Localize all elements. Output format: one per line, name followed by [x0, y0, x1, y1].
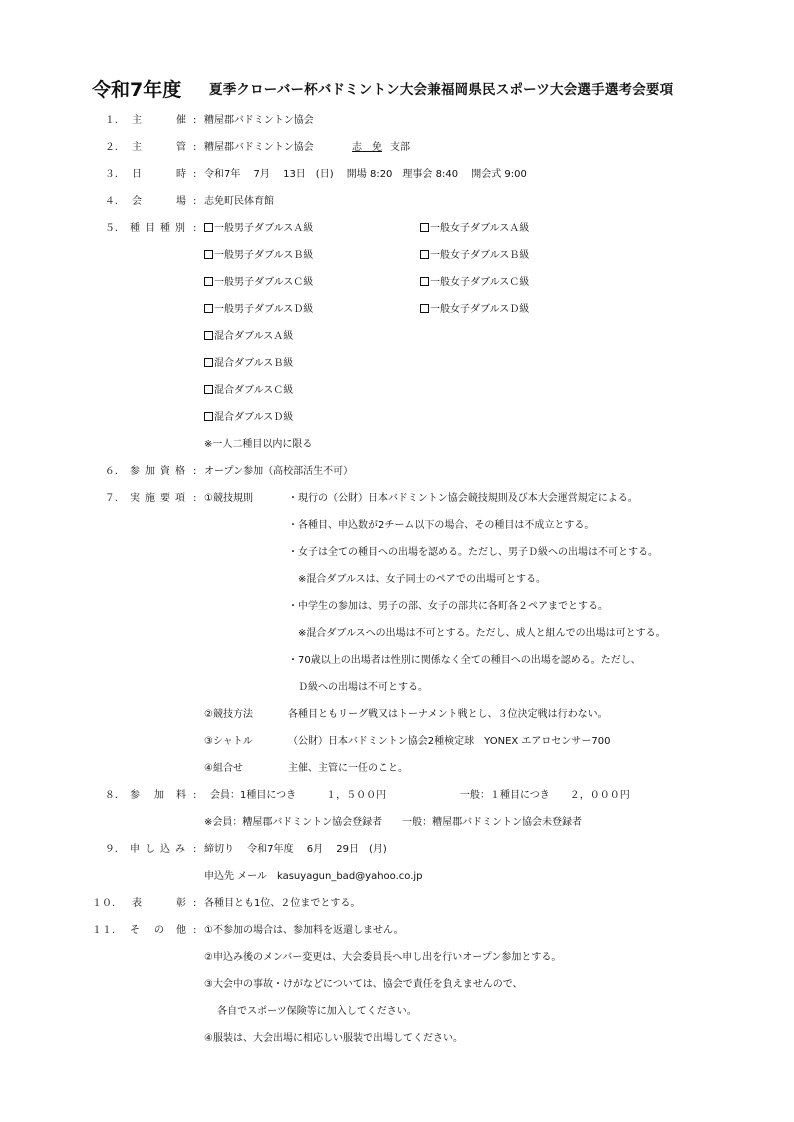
- section-5-label-b: 目: [145, 223, 155, 234]
- section-2-label-a: 主: [132, 142, 142, 153]
- method-value: 各種目ともリーグ戦又はトーナメント戦とし、３位決定戦は行わない。: [288, 709, 608, 720]
- title-main: 令和7年度: [92, 79, 182, 101]
- section-3-label-b: 時: [176, 169, 186, 180]
- host-value: 糟屋郡バドミントン協会: [204, 142, 314, 153]
- checkbox-icon: [204, 223, 213, 232]
- event-option[interactable]: 一般女子ダブルスＢ級: [420, 249, 529, 263]
- event-option[interactable]: 一般男子ダブルスＣ級: [204, 276, 313, 290]
- section-7-colon: :: [193, 493, 197, 504]
- rule-line: ・現行の（公財）日本バドミントン協会競技規則及び本大会運営規定による。: [288, 493, 638, 504]
- rule-line: ・女子は全ての種目への出場を認める。ただし、男子Ｄ級への出場は不可とする。: [288, 547, 658, 558]
- event-limit-note: ※一人二種目以内に限る: [204, 439, 313, 450]
- section-6-label-b: 加: [145, 466, 155, 477]
- other-item: ④服装は、大会出場に相応しい服装で出場してください。: [204, 1033, 463, 1044]
- section-10-label-b: 彰: [176, 898, 186, 909]
- checkbox-icon: [204, 250, 213, 259]
- event-option[interactable]: 一般女子ダブルスＤ級: [420, 303, 529, 317]
- section-6-number: ６.: [104, 466, 118, 477]
- section-11-label-c: 他: [176, 925, 186, 936]
- section-9-label-d: み: [175, 844, 185, 855]
- draw-label: ④組合せ: [204, 763, 243, 774]
- other-item: ①不参加の場合は、参加料を返還しません。: [204, 925, 404, 936]
- title-sub: 夏季クローバー杯バドミントン大会兼福岡県民スポーツ大会選手選考会要項: [209, 82, 674, 98]
- checkbox-icon: [204, 331, 213, 340]
- event-option[interactable]: 混合ダブルスＣ級: [204, 384, 293, 398]
- section-2-number: ２.: [104, 142, 118, 153]
- event-option[interactable]: 混合ダブルスＢ級: [204, 357, 293, 371]
- rule-line: ※混合ダブルスへの出場は不可とする。ただし、成人と組んでの出場は可とする。: [288, 628, 666, 639]
- section-1-colon: :: [193, 115, 197, 126]
- rule-line: Ｄ級への出場は不可とする。: [288, 682, 428, 693]
- section-6-colon: :: [193, 466, 197, 477]
- datetime-value: 令和7年 7月 13日 (日) 開場 8:20 理事会 8:40 開会式 9:00: [204, 169, 527, 180]
- section-3-colon: :: [193, 169, 197, 180]
- section-10-colon: :: [193, 898, 197, 909]
- section-4-label-a: 会: [132, 196, 142, 207]
- section-7-label-c: 要: [160, 493, 170, 504]
- section-1-number: １.: [104, 115, 118, 126]
- section-8-label-b: 加: [154, 790, 164, 801]
- checkbox-icon: [420, 250, 429, 259]
- shuttle-value: （公財）日本バドミントン協会2種検定球 YONEX エアロセンサー700: [288, 736, 611, 747]
- rule-line: ・70歳以上の出場者は性別に関係なく全ての種目への出場を認める。ただし、: [288, 655, 641, 666]
- checkbox-icon: [420, 223, 429, 232]
- section-7-label-d: 項: [175, 493, 185, 504]
- section-5-label-d: 別: [175, 223, 185, 234]
- eligibility-value: オープン参加（高校部活生不可）: [204, 466, 354, 477]
- event-option[interactable]: 一般男子ダブルスＤ級: [204, 303, 313, 317]
- section-11-number: １１.: [92, 925, 116, 936]
- section-7-label-a: 実: [130, 493, 140, 504]
- section-5-label-c: 種: [160, 223, 170, 234]
- event-option[interactable]: 一般女子ダブルスＡ級: [420, 222, 529, 236]
- section-7-label-b: 施: [145, 493, 155, 504]
- section-1-label-b: 催: [176, 115, 186, 126]
- section-8-number: ８.: [104, 790, 118, 801]
- rule-line: ・中学生の参加は、男子の部、女子の部共に各町各２ペアまでとする。: [288, 601, 608, 612]
- deadline-value: 締切り 令和7年度 6月 29日 (月): [204, 844, 387, 855]
- checkbox-icon: [420, 304, 429, 313]
- section-3-number: ３.: [104, 169, 118, 180]
- section-11-label-b: の: [154, 925, 164, 936]
- contact-value: 申込先 メール kasuyagun_bad@yahoo.co.jp: [204, 871, 423, 882]
- method-label: ②競技方法: [204, 709, 253, 720]
- event-option[interactable]: 一般男子ダブルスＡ級: [204, 222, 313, 236]
- section-10-label-a: 表: [132, 898, 142, 909]
- section-2-colon: :: [193, 142, 197, 153]
- shuttle-label: ③シャトル: [204, 736, 253, 747]
- event-option[interactable]: 混合ダブルスＤ級: [204, 411, 293, 425]
- section-4-colon: :: [193, 196, 197, 207]
- other-item: 各自でスポーツ保険等に加入してください。: [204, 1006, 417, 1017]
- section-4-number: ４.: [104, 196, 118, 207]
- section-5-colon: :: [193, 223, 197, 234]
- rules-label: ①競技規則: [204, 493, 253, 504]
- event-option[interactable]: 混合ダブルスＡ級: [204, 330, 293, 344]
- branch-name: 志 免: [352, 142, 382, 153]
- other-item: ②申込み後のメンバー変更は、大会委員長へ申し出を行いオープン参加とする。: [204, 952, 562, 963]
- section-4-label-b: 場: [176, 196, 186, 207]
- section-9-label-a: 申: [130, 844, 140, 855]
- venue-value: 志免町民体育館: [204, 196, 274, 207]
- event-option[interactable]: 一般女子ダブルスＣ級: [420, 276, 529, 290]
- section-9-label-b: し: [145, 844, 155, 855]
- section-5-number: ５.: [104, 223, 118, 234]
- section-9-label-c: 込: [160, 844, 170, 855]
- checkbox-icon: [204, 358, 213, 367]
- section-8-label-a: 参: [130, 790, 140, 801]
- branch-suffix: 支部: [390, 142, 410, 153]
- section-11-label-a: そ: [130, 925, 140, 936]
- section-9-number: ９.: [104, 844, 118, 855]
- checkbox-icon: [204, 304, 213, 313]
- section-3-label-a: 日: [132, 169, 142, 180]
- rule-line: ・各種目、申込数が2チーム以下の場合、その種目は不成立とする。: [288, 520, 595, 531]
- section-6-label-c: 資: [160, 466, 170, 477]
- section-11-colon: :: [193, 925, 197, 936]
- fee-note: ※会員：糟屋郡バドミントン協会登録者 一般：糟屋郡バドミントン協会未登録者: [204, 817, 582, 828]
- section-9-colon: :: [193, 844, 197, 855]
- awards-value: 各種目とも1位、２位までとする。: [204, 898, 361, 909]
- section-6-label-d: 格: [175, 466, 185, 477]
- checkbox-icon: [204, 385, 213, 394]
- section-1-label-a: 主: [132, 115, 142, 126]
- checkbox-icon: [204, 412, 213, 421]
- section-8-colon: :: [193, 790, 197, 801]
- other-item: ③大会中の事故・けがなどについては、協会で責任を負えませんので、: [204, 979, 523, 990]
- checkbox-icon: [420, 277, 429, 286]
- fee-member: 会員：1種目につき １，５００円: [210, 790, 387, 801]
- organizer-value: 糟屋郡バドミントン協会: [204, 115, 314, 126]
- section-10-number: １０.: [92, 898, 116, 909]
- checkbox-icon: [204, 277, 213, 286]
- event-option[interactable]: 一般男子ダブルスＢ級: [204, 249, 313, 263]
- section-7-number: ７.: [104, 493, 118, 504]
- fee-general: 一般：１種目につき ２，０００円: [460, 790, 630, 801]
- section-8-label-c: 料: [176, 790, 186, 801]
- section-6-label-a: 参: [130, 466, 140, 477]
- draw-value: 主催、主管に一任のこと。: [288, 763, 408, 774]
- rule-line: ※混合ダブルスは、女子同士のペアでの出場可とする。: [288, 574, 546, 585]
- section-5-label-a: 種: [130, 223, 140, 234]
- section-2-label-b: 管: [176, 142, 186, 153]
